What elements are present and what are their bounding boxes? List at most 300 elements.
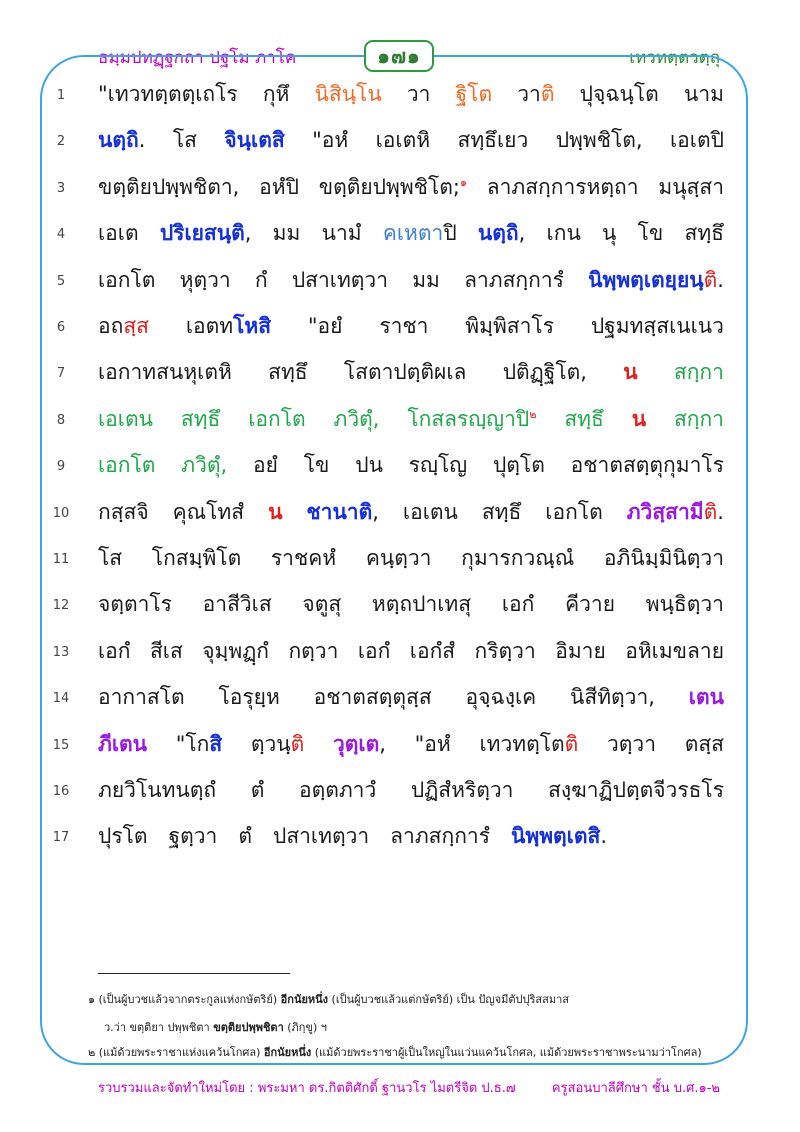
footnote bbox=[88, 990, 738, 1008]
footnote-text: (เป็นผู้บวชแล้วแต่กษัตริย์) เป็น ปัญจมีตัปปุริสสมาส bbox=[328, 993, 569, 1006]
word-part: . bbox=[600, 824, 607, 849]
word bbox=[203, 588, 272, 621]
word-part: อุจฺฉงฺเค bbox=[465, 685, 537, 710]
word bbox=[98, 635, 131, 668]
word-part: , bbox=[518, 221, 526, 246]
word-part: นิพฺพตฺเตสิ bbox=[511, 824, 601, 849]
word-part: เอเตน bbox=[98, 406, 153, 431]
word bbox=[674, 356, 724, 389]
footnote-text: ๒ (แม้ด้วยพระราชาแห่งแคว้นโกศล) bbox=[88, 1046, 264, 1059]
word bbox=[98, 449, 155, 482]
word bbox=[390, 820, 490, 853]
word bbox=[98, 774, 216, 807]
text-line bbox=[98, 171, 724, 211]
word bbox=[415, 728, 451, 761]
word bbox=[238, 820, 252, 853]
word-part: "อหํ bbox=[414, 731, 451, 756]
word bbox=[503, 356, 587, 389]
word-part: คเหตา bbox=[382, 221, 444, 246]
word bbox=[98, 820, 148, 853]
word-part: อภินิมฺมินิตฺวา bbox=[603, 546, 724, 570]
word bbox=[98, 588, 172, 621]
word-part: อาสีวิเส bbox=[202, 592, 272, 617]
line-number: 10 bbox=[52, 505, 70, 521]
word bbox=[333, 728, 386, 761]
word-part: ปุรโต bbox=[98, 824, 148, 849]
word-part: "อยํ bbox=[307, 314, 343, 338]
word bbox=[383, 217, 457, 250]
word-part: กุมารกวณฺณํ bbox=[461, 546, 575, 570]
text-line bbox=[98, 264, 724, 304]
line-number: 2 bbox=[56, 134, 66, 150]
word bbox=[487, 171, 639, 204]
word-part: จุมฺพฏฺกํ bbox=[202, 638, 270, 663]
word-part: นตฺถิ bbox=[98, 128, 139, 153]
word-part: ปน bbox=[355, 453, 383, 478]
word-part: เอกํ bbox=[98, 638, 131, 663]
word-part: เอเตน bbox=[402, 499, 458, 524]
word bbox=[407, 78, 431, 111]
word-part: เอเต bbox=[98, 221, 139, 246]
footnote-separator bbox=[98, 973, 290, 974]
word bbox=[302, 588, 341, 621]
word-part: มนุสฺสา bbox=[658, 174, 724, 199]
footnote-text: (ภิกฺขู) ฯ bbox=[283, 1021, 327, 1034]
word bbox=[465, 310, 554, 343]
word bbox=[322, 217, 362, 250]
word bbox=[638, 217, 664, 250]
word-part: โข bbox=[303, 453, 330, 478]
word bbox=[248, 403, 305, 436]
line-number: 9 bbox=[56, 459, 66, 475]
word-part: ปฏิสํหริตฺวา bbox=[410, 778, 514, 802]
word-part: น bbox=[631, 406, 647, 431]
word-part: นุ bbox=[602, 221, 617, 246]
text-line bbox=[98, 403, 724, 443]
word-part: ติ bbox=[564, 731, 579, 756]
word bbox=[570, 681, 655, 714]
word-part: ราชคหํ bbox=[270, 546, 337, 570]
word bbox=[479, 728, 578, 761]
header-book-title: ธมฺมปทฏฺฐกถา ปฐโม ภาโค bbox=[98, 48, 297, 68]
word-part: พิมฺพิสาโร bbox=[465, 314, 554, 338]
footnote-text: ๑ (เป็นผู้บวชแล้วจากตระกูลแห่งกษัตริย์) bbox=[88, 993, 281, 1006]
word-part: พนฺธิตฺวา bbox=[645, 592, 724, 617]
word-part: อิมาย bbox=[555, 638, 606, 663]
word bbox=[98, 356, 232, 389]
text-line bbox=[98, 635, 724, 675]
word-part: ภยวิโนทนตฺถํ bbox=[98, 778, 217, 802]
word-part: ปสาเทตฺวา bbox=[291, 267, 389, 292]
word-part: วา bbox=[406, 82, 431, 106]
line-number: 5 bbox=[56, 273, 66, 289]
word-part: เอเตหิ bbox=[375, 128, 431, 153]
text-line bbox=[98, 310, 724, 350]
footnote-marker: ๒ bbox=[529, 407, 537, 421]
word-part: โส bbox=[172, 128, 197, 153]
word-part: เตน bbox=[688, 685, 724, 710]
word bbox=[685, 728, 724, 761]
line-number: 14 bbox=[52, 691, 70, 707]
word bbox=[466, 681, 537, 714]
word bbox=[410, 635, 455, 668]
word bbox=[588, 264, 724, 297]
word bbox=[547, 217, 581, 250]
word-part: ลาภสกฺการหตฺถา bbox=[486, 174, 639, 199]
word-part: โอรุยฺห bbox=[218, 685, 280, 710]
word bbox=[604, 542, 724, 575]
word bbox=[181, 403, 220, 436]
word bbox=[319, 171, 467, 204]
word bbox=[411, 774, 514, 807]
word-part: ชานาติ bbox=[306, 499, 373, 524]
word-part: กริตฺวา bbox=[474, 638, 536, 663]
word-part: อชาตสตฺตุสฺส bbox=[313, 685, 432, 710]
text-line bbox=[98, 774, 724, 814]
word-part: ขตฺติยปพฺพชิโต; bbox=[318, 174, 460, 199]
word-part: ปุจฺฉนฺโต bbox=[579, 82, 659, 106]
word bbox=[456, 78, 493, 111]
word bbox=[98, 264, 155, 297]
word-part: เอเตปิ bbox=[669, 128, 724, 153]
word bbox=[160, 217, 252, 250]
word bbox=[376, 124, 430, 157]
word-part: ติ bbox=[540, 82, 555, 106]
page-number-badge: ๑๗๑ bbox=[364, 40, 434, 72]
word bbox=[689, 681, 724, 714]
word-part: นามํ bbox=[321, 221, 362, 246]
word bbox=[152, 542, 241, 575]
word bbox=[334, 403, 380, 436]
word bbox=[308, 310, 343, 343]
word-part: เอตท bbox=[185, 314, 234, 338]
word-part: จตฺตาโร bbox=[98, 592, 172, 617]
word bbox=[288, 635, 338, 668]
word bbox=[366, 542, 432, 575]
word bbox=[482, 496, 521, 529]
word bbox=[658, 171, 724, 204]
text-line bbox=[98, 728, 724, 768]
word bbox=[565, 588, 615, 621]
word-part: ลาภสกฺการํ bbox=[390, 824, 490, 849]
word bbox=[344, 356, 466, 389]
word bbox=[314, 681, 432, 714]
word bbox=[268, 496, 282, 529]
word bbox=[571, 449, 724, 482]
word-part: ภวิสฺสามี bbox=[626, 499, 704, 524]
word-part: มม bbox=[272, 221, 301, 246]
word bbox=[372, 588, 471, 621]
word-part: เอกโต bbox=[248, 406, 306, 431]
text-line bbox=[98, 542, 724, 582]
word-part: , bbox=[379, 731, 386, 756]
word bbox=[493, 449, 545, 482]
line-number: 1 bbox=[56, 88, 66, 103]
line-number: 3 bbox=[56, 180, 66, 196]
word-part: น bbox=[268, 499, 283, 524]
word-part: เอกโต bbox=[98, 453, 156, 478]
word-part: เอกํสํ bbox=[409, 638, 456, 663]
word-part: ปิ bbox=[443, 221, 457, 246]
line-number: 12 bbox=[52, 598, 70, 614]
footnote-marker: ๑ bbox=[459, 175, 467, 189]
word bbox=[312, 124, 348, 157]
word bbox=[556, 124, 643, 157]
word bbox=[517, 78, 554, 111]
word-part: สทฺธึ bbox=[481, 499, 522, 524]
word bbox=[627, 496, 724, 529]
word bbox=[218, 681, 279, 714]
word-part: สฺส bbox=[123, 314, 149, 338]
line-number: 11 bbox=[52, 552, 70, 567]
text-line bbox=[98, 217, 724, 257]
word bbox=[379, 310, 428, 343]
word-part: สทฺธึ bbox=[180, 406, 221, 431]
word-part: โส bbox=[98, 546, 123, 570]
word-part: "เทวทตฺตตฺเถโร bbox=[98, 82, 238, 106]
word-part: กุหึ bbox=[262, 82, 290, 106]
word bbox=[502, 588, 535, 621]
word bbox=[461, 542, 574, 575]
footnote-text: อีกนัยหนึ่ง bbox=[280, 993, 329, 1006]
word-part: อตฺตภาวํ bbox=[298, 778, 377, 802]
word-part: วตฺวา bbox=[606, 731, 656, 756]
word-part: . bbox=[717, 267, 724, 292]
word bbox=[407, 403, 536, 436]
word-part: ปพฺพชิโต, bbox=[555, 128, 643, 153]
text-line bbox=[98, 820, 724, 860]
word bbox=[176, 728, 222, 761]
word-part: ราชา bbox=[379, 314, 429, 338]
word-part: สีเส bbox=[149, 638, 183, 663]
text-line bbox=[98, 356, 724, 396]
word-part: นิสีทิตฺวา, bbox=[570, 685, 655, 710]
word-part: หุตฺวา bbox=[179, 267, 231, 292]
word bbox=[464, 264, 564, 297]
word bbox=[98, 403, 153, 436]
word bbox=[251, 728, 304, 761]
word bbox=[98, 171, 239, 204]
word bbox=[180, 264, 231, 297]
word-part: เทวทตฺโต bbox=[479, 731, 565, 756]
text-line bbox=[98, 496, 724, 536]
word-part: เกน bbox=[546, 221, 581, 246]
text-line bbox=[98, 681, 724, 721]
text-line bbox=[98, 449, 724, 489]
word-part: สทฺธึ bbox=[268, 360, 308, 385]
footnote-text: อีกนัยหนึ่ง bbox=[263, 1046, 312, 1059]
word-part: ลาภสกฺการํ bbox=[464, 267, 564, 292]
word-part: หตฺถปาเทสุ bbox=[371, 592, 472, 617]
word-part: . bbox=[138, 128, 146, 153]
word bbox=[181, 449, 227, 482]
word-part: คนฺตฺวา bbox=[365, 546, 432, 570]
word bbox=[173, 124, 197, 157]
text-line bbox=[98, 588, 724, 628]
footnote-text: (แม้ด้วยพระราชาผู้เป็นใหญ่ในแว่นแคว้นโกศล, แม้ด้วยพระราชาพระนามว่าโกศล) bbox=[311, 1046, 702, 1059]
line-number: 17 bbox=[52, 830, 70, 846]
word-part: นิพฺพตฺเตยฺยนฺ bbox=[588, 267, 704, 292]
word bbox=[268, 356, 307, 389]
word-part: สกฺกา bbox=[673, 406, 724, 431]
word-part: สิ bbox=[209, 731, 223, 756]
word-part: , bbox=[372, 499, 379, 524]
word bbox=[251, 774, 265, 807]
word-part: โข bbox=[637, 221, 664, 246]
word-part: นตฺถิ bbox=[477, 221, 519, 246]
word-part: โกสมฺพิโต bbox=[151, 546, 242, 570]
word-part: อากาสโต bbox=[98, 685, 185, 710]
word-part: อชาตสตฺตุกุมาโร bbox=[570, 453, 724, 478]
word-part: มม bbox=[412, 267, 440, 292]
word bbox=[299, 774, 376, 807]
word-part: สกฺกา bbox=[673, 360, 724, 385]
word bbox=[555, 635, 606, 668]
word-part: "อหํ bbox=[312, 128, 349, 153]
header-story-title: เทวทตฺตวตฺถุ bbox=[629, 48, 720, 68]
word-part: สทฺธึเยว bbox=[457, 128, 529, 153]
word bbox=[202, 635, 269, 668]
word bbox=[548, 774, 724, 807]
word bbox=[150, 635, 183, 668]
word-part: อหิเมขลาย bbox=[625, 638, 724, 663]
word bbox=[632, 403, 646, 436]
word-part: วา bbox=[517, 82, 541, 106]
line-number: 13 bbox=[52, 644, 70, 660]
word bbox=[623, 356, 637, 389]
word-part: กตฺวา bbox=[288, 638, 339, 663]
text-line bbox=[98, 78, 724, 118]
word-part: เอกโต bbox=[545, 499, 603, 524]
word-part: เอกโต bbox=[98, 267, 156, 292]
word bbox=[98, 217, 139, 250]
line-number: 8 bbox=[56, 412, 66, 428]
word bbox=[403, 496, 458, 529]
word-part: , bbox=[244, 221, 252, 246]
word-part: สงฺฆาฏิปตฺตจีวรธโร bbox=[548, 778, 724, 802]
word-part: "โก bbox=[175, 731, 210, 756]
word bbox=[315, 78, 382, 111]
word bbox=[358, 635, 391, 668]
word bbox=[545, 496, 602, 529]
word bbox=[98, 78, 238, 111]
word-part: สทฺธึ bbox=[564, 406, 604, 431]
word bbox=[271, 542, 336, 575]
word bbox=[263, 78, 290, 111]
word bbox=[98, 681, 185, 714]
word bbox=[685, 217, 724, 250]
word-part: โสตาปตฺติผเล bbox=[343, 360, 467, 385]
word-part: อหํปิ bbox=[259, 174, 299, 199]
word bbox=[273, 217, 301, 250]
word-part: ฐิโต bbox=[455, 82, 493, 106]
word bbox=[306, 496, 379, 529]
word-part: ภวิตุํ, bbox=[333, 406, 380, 431]
word-part: ติ bbox=[703, 267, 718, 292]
word-part: กสฺสจิ bbox=[98, 499, 149, 524]
word-part: ภวิตุํ, bbox=[181, 453, 228, 478]
line-number: 7 bbox=[56, 366, 66, 382]
word-part: โหสิ bbox=[233, 314, 272, 338]
word-part: ปติฏฺฐิโต, bbox=[502, 360, 587, 385]
word-part: ตํ bbox=[238, 824, 252, 849]
word-part: ตฺวนฺ bbox=[250, 731, 291, 756]
word bbox=[173, 496, 244, 529]
word-part: ฐตฺวา bbox=[168, 824, 218, 849]
word bbox=[98, 728, 147, 761]
word-part: ติ bbox=[290, 731, 305, 756]
word-part: นิสินฺโน bbox=[314, 82, 382, 106]
footer-course: ครูสอนบาลีศึกษา ชั้น บ.ศ.๑-๒ bbox=[551, 1081, 720, 1096]
word-part: ปริเยสนฺติ bbox=[159, 221, 245, 246]
footnote-text: ขตฺติยปพฺพชิตา bbox=[213, 1021, 284, 1034]
word-part: กํ bbox=[254, 267, 268, 292]
word bbox=[607, 728, 656, 761]
word-part: รญฺโญ bbox=[408, 453, 468, 478]
word bbox=[511, 820, 607, 853]
word-part: คีวาย bbox=[565, 592, 615, 617]
word bbox=[684, 78, 724, 111]
word-part: ตํ bbox=[250, 778, 265, 802]
word-part: ปุตฺโต bbox=[492, 453, 545, 478]
word-part: โกสลรญฺญาปิ bbox=[407, 406, 530, 431]
word bbox=[670, 124, 724, 157]
word bbox=[591, 310, 724, 343]
footnote bbox=[104, 1018, 754, 1036]
word-part: วุตฺเต bbox=[333, 731, 380, 756]
word-part: นาม bbox=[683, 82, 724, 106]
word-part: . bbox=[717, 499, 724, 524]
line-number: 16 bbox=[52, 784, 70, 799]
word bbox=[98, 542, 122, 575]
word bbox=[98, 124, 145, 157]
word bbox=[255, 264, 268, 297]
word bbox=[478, 217, 525, 250]
word bbox=[674, 403, 724, 436]
word-part: ปสาเทตฺวา bbox=[272, 824, 370, 849]
line-number: 4 bbox=[56, 227, 66, 243]
word-part: เอกํ bbox=[357, 638, 391, 663]
word bbox=[580, 78, 659, 111]
word bbox=[186, 310, 271, 343]
word-part: น bbox=[623, 360, 638, 385]
word-part: จตูสุ bbox=[302, 592, 342, 617]
word bbox=[412, 264, 440, 297]
word bbox=[646, 588, 724, 621]
footnote bbox=[88, 1043, 738, 1061]
word bbox=[259, 171, 299, 204]
word-part: ตสฺส bbox=[684, 731, 724, 756]
word-part: อยํ bbox=[253, 453, 278, 478]
word bbox=[273, 820, 369, 853]
word-part: ขตฺติยปพฺพชิตา, bbox=[98, 174, 240, 199]
word-part: เอกาทสนหุเตหิ bbox=[98, 360, 232, 385]
word bbox=[409, 449, 467, 482]
word bbox=[292, 264, 388, 297]
word-part: อถ bbox=[98, 314, 124, 338]
word bbox=[253, 449, 278, 482]
word bbox=[98, 496, 149, 529]
word-part: เอกํ bbox=[501, 592, 535, 617]
word bbox=[602, 217, 616, 250]
line-number: 15 bbox=[52, 737, 70, 753]
footnote-text: ว.ว่า ขตฺติยา ปพฺพชิตา bbox=[104, 1021, 214, 1034]
text-line bbox=[98, 124, 724, 164]
line-number: 6 bbox=[56, 320, 66, 335]
word-part: ภีเตน bbox=[98, 731, 148, 756]
word bbox=[355, 449, 383, 482]
word-part: ติ bbox=[703, 499, 718, 524]
